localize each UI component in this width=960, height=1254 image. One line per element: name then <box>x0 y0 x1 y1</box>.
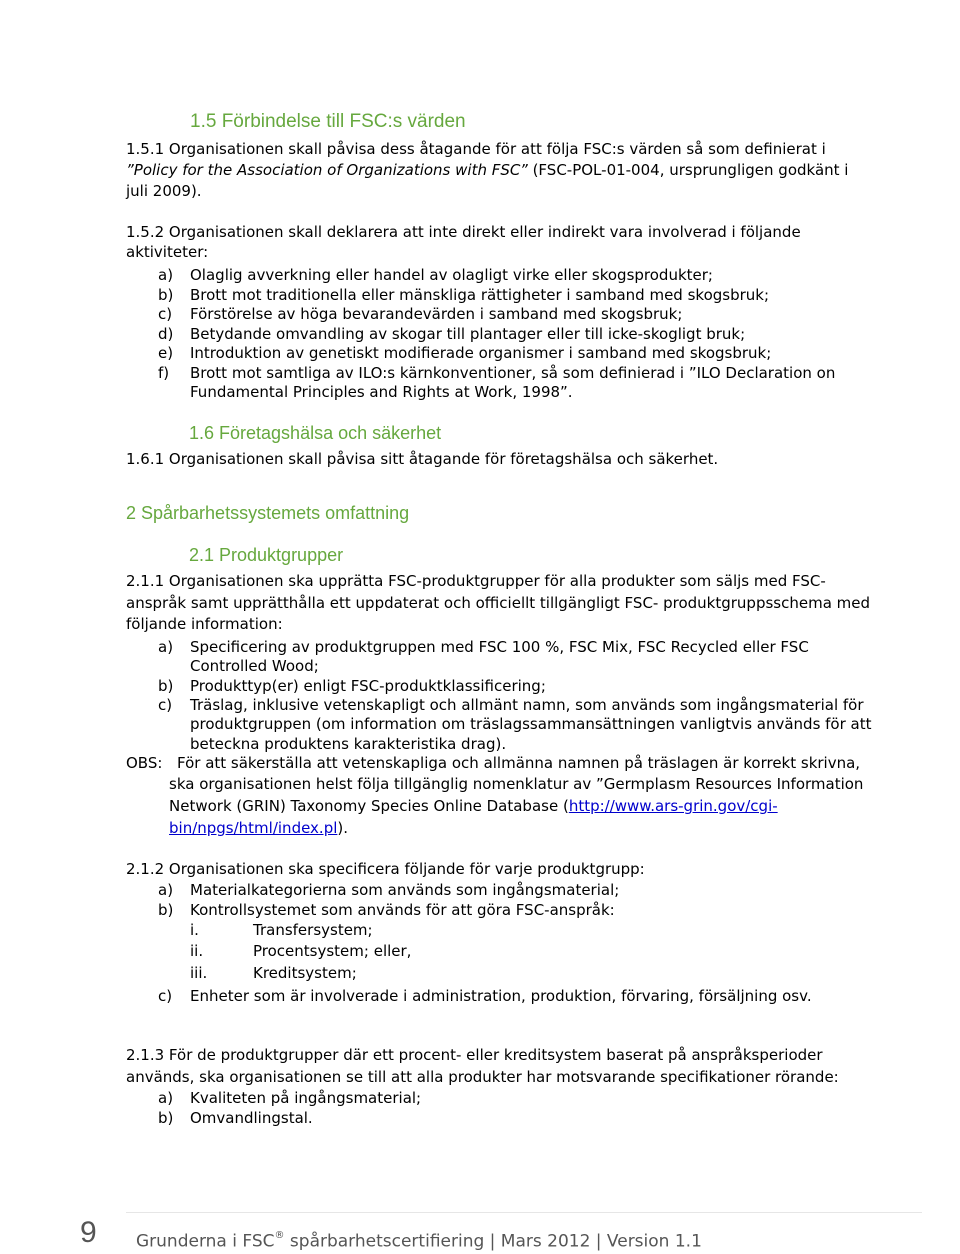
list-marker: b) <box>158 677 174 695</box>
obs-text-end: ). <box>337 819 349 837</box>
paragraph-1-5-1-line3: juli 2009). <box>126 182 202 200</box>
paragraph-2-1-1-line3: följande information: <box>126 615 283 633</box>
page-number: 9 <box>80 1216 97 1249</box>
paragraph-1-5-1-line1: 1.5.1 Organisationen skall påvisa dess åtagande för att följa FSC:s värden så som definierat i <box>126 140 826 158</box>
list-item: Betydande omvandling av skogar till plantager eller till icke-skogligt bruk; <box>190 325 746 343</box>
list-item: Omvandlingstal. <box>190 1109 313 1127</box>
list-item: Materialkategorierna som används som ingångsmaterial; <box>190 881 620 899</box>
footer-title-pre: Grunderna i FSC <box>136 1231 275 1252</box>
sublist-item: Kreditsystem; <box>253 964 357 982</box>
list-item-continuation: beteckna produktens karakteristika drag). <box>190 735 507 753</box>
list-marker: b) <box>158 901 174 919</box>
sublist-marker: ii. <box>190 942 204 960</box>
obs-line4 <box>169 819 348 837</box>
sublist-item: Procentsystem; eller, <box>253 942 412 960</box>
list-item-continuation: Fundamental Principles and Rights at Work, 1998”. <box>190 383 573 401</box>
list-item: Brott mot samtliga av ILO:s kärnkonventioner, så som definierad i ”ILO Declaration on <box>190 364 836 382</box>
list-item-continuation: produktgruppen (om information om träslagssammansättningen vanligtvis används för att <box>190 715 872 733</box>
list-item: Introduktion av genetiskt modifierade organismer i samband med skogsbruk; <box>190 344 772 362</box>
list-marker: b) <box>158 1109 174 1127</box>
obs-label: OBS: <box>126 754 163 772</box>
grin-link-part2[interactable]: bin/npgs/html/index.pl <box>169 819 338 837</box>
policy-title: ”Policy for the Association of Organizations with FSC” <box>126 161 528 179</box>
list-marker: e) <box>158 344 174 362</box>
list-item: Kontrollsystemet som används för att göra FSC-anspråk: <box>190 901 615 919</box>
sublist-item: Transfersystem; <box>253 921 373 939</box>
section-heading-1-6: 1.6 Företagshälsa och säkerhet <box>189 423 442 443</box>
list-marker: d) <box>158 325 174 343</box>
list-marker: a) <box>158 1089 174 1107</box>
list-marker: a) <box>158 881 174 899</box>
obs-text: Network (GRIN) Taxonomy Species Online Database ( <box>169 797 569 815</box>
paragraph-2-1-2: 2.1.2 Organisationen ska specificera följande för varje produktgrupp: <box>126 860 645 878</box>
list-marker: a) <box>158 638 174 656</box>
paragraph-2-1-3-line2: används, ska organisationen se till att alla produkter har motsvarande specifikationer rörande: <box>126 1068 839 1086</box>
list-marker: c) <box>158 696 173 714</box>
footer-title <box>136 1227 702 1253</box>
list-item: Olaglig avverkning eller handel av olagligt virke eller skogsprodukter; <box>190 266 713 284</box>
paragraph-2-1-3-line1: 2.1.3 För de produktgrupper där ett procent- eller kreditsystem baserat på anspråksperioder <box>126 1046 823 1064</box>
list-marker: b) <box>158 286 174 304</box>
list-marker: c) <box>158 305 173 323</box>
chapter-heading-2: 2 Spårbarhetssystemets omfattning <box>126 503 410 523</box>
paragraph-1-5-1-line2 <box>126 161 848 179</box>
list-item: Brott mot traditionella eller mänskliga rättigheter i samband med skogsbruk; <box>190 286 770 304</box>
obs-line2: ska organisationen helst följa tillgänglig nomenklatur av ”Germplasm Resources Information <box>169 775 864 793</box>
obs-line3 <box>169 797 778 815</box>
paragraph-2-1-1-line2: anspråk samt upprätthålla ett uppdaterat och officiellt tillgängligt FSC- produktgruppsschema med <box>126 594 871 612</box>
list-item: Förstörelse av höga bevarandevärden i samband med skogsbruk; <box>190 305 683 323</box>
list-item: Enheter som är involverade i administration, produktion, förvaring, försäljning osv. <box>190 987 812 1005</box>
footer-title-post: spårbarhetscertifiering | Mars 2012 | Version 1.1 <box>284 1231 702 1252</box>
paragraph-1-6-1: 1.6.1 Organisationen skall påvisa sitt åtagande för företagshälsa och säkerhet. <box>126 450 719 468</box>
list-item-continuation: Controlled Wood; <box>190 657 319 675</box>
footer-divider <box>126 1212 922 1213</box>
list-marker: f) <box>158 364 170 382</box>
paragraph-1-5-2-line2: aktiviteter: <box>126 243 209 261</box>
registered-mark: ® <box>274 1230 285 1241</box>
list-marker: a) <box>158 266 174 284</box>
list-marker: c) <box>158 987 173 1005</box>
list-item: Produkttyp(er) enligt FSC-produktklassificering; <box>190 677 546 695</box>
section-heading-2-1: 2.1 Produktgrupper <box>189 545 344 565</box>
paragraph-1-5-2-line1: 1.5.2 Organisationen skall deklarera att inte direkt eller indirekt vara involverad i följande <box>126 223 801 241</box>
sublist-marker: iii. <box>190 964 208 982</box>
paragraph-2-1-1-line1: 2.1.1 Organisationen ska upprätta FSC-produktgrupper för alla produkter som säljs med FSC- <box>126 572 826 590</box>
grin-link-part1[interactable]: http://www.ars-grin.gov/cgi- <box>568 797 778 815</box>
list-item: Träslag, inklusive vetenskapligt och allmänt namn, som används som ingångsmaterial för <box>190 696 864 714</box>
sublist-marker: i. <box>190 921 199 939</box>
list-item: Specificering av produktgruppen med FSC 100 %, FSC Mix, FSC Recycled eller FSC <box>190 638 809 656</box>
list-item: Kvaliteten på ingångsmaterial; <box>190 1089 422 1107</box>
section-heading-1-5: 1.5 Förbindelse till FSC:s värden <box>190 111 466 132</box>
policy-ref: (FSC-POL-01-004, ursprungligen godkänt i <box>527 161 849 179</box>
obs-line1: För att säkerställa att vetenskapliga och allmänna namnen på träslagen är korrekt skrivna, <box>177 754 861 772</box>
